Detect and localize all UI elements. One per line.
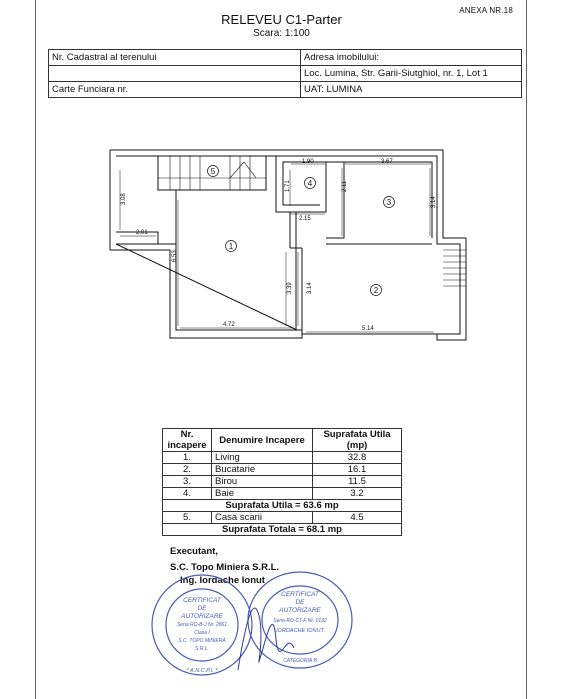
grand-total-row [163,524,402,536]
dim-3-08: 3.08 [121,193,127,205]
table-row [163,476,402,488]
stamp-right-bottom: CATEGORIA B [283,658,317,664]
table-row [163,464,402,476]
col-header-name: Denumire Incapere [212,429,313,452]
executor-engineer: Ing. Iordache Ionut [180,575,265,586]
row-name: Casa scarii [212,512,313,524]
stamp-right-line3: AUTORIZARE [279,607,321,614]
cadastral-label: Nr. Cadastral al terenului [49,50,301,66]
row-area: 3.2 [313,488,402,500]
row-nr: 3. [163,476,212,488]
row-area: 16.1 [313,464,402,476]
room-number-5: 5 [210,167,216,176]
row-area: 11.5 [313,476,402,488]
dim-5-14: 5.14 [362,326,374,332]
dim-3-67: 3.67 [381,159,393,165]
row-nr: 4. [163,488,212,500]
stamp-right-line2: DE [295,599,305,606]
table-row [163,452,402,464]
row-nr: 2. [163,464,212,476]
row-name: Bucatarie [212,464,313,476]
dim-1-90: 1.90 [302,159,314,165]
dim-2-11: 2.11 [342,180,348,192]
stamp-left-line3: AUTORIZARE [181,613,223,620]
dim-6-53: 6.53 [172,250,178,262]
row-name: Living [212,452,313,464]
col-nr-line2: incapere [167,440,207,451]
stamp-left-line7: S.R.L. [195,646,209,652]
official-stamps [150,560,370,690]
dim-4-72: 4.72 [223,322,235,328]
land-book-label: Carte Funciara nr. [49,82,301,98]
document-title: RELEVEU C1-Parter [221,12,342,27]
rooms-area-table [162,428,402,536]
stamp-left-line2: DE [197,605,207,612]
row-name: Baie [212,488,313,500]
row-nr: 1. [163,452,212,464]
executor-company: S.C. Topo Miniera S.R.L. [170,562,280,573]
dim-3-14-right: 3.14 [431,196,437,208]
stamp-left-line1: CERTIFICAT [183,597,221,604]
room-number-2: 2 [373,286,379,295]
dim-2-01: 2.01 [136,230,148,236]
stamp-left-line6: S.C. TOPO MINIERA [178,638,226,644]
address-value: Loc. Lumina, Str. Garii-Siutghiol, nr. 1, Lot 1 [301,66,522,82]
stamp-right-line5: IORDACHE IONUT [276,628,324,634]
dim-1-71: 1.71 [285,180,291,192]
col-area-line2: (mp) [346,440,368,451]
col-nr-line1: Nr. [180,429,194,440]
row-nr: 5. [163,512,212,524]
room-number-1: 1 [228,242,234,251]
stamp-right-line1: CERTIFICAT [281,591,319,598]
table-row [163,512,402,524]
table-row [163,488,402,500]
dim-2-15: 2.15 [299,216,311,222]
scale-label: Scara: 1:100 [253,28,310,39]
room-number-3: 3 [386,198,392,207]
annex-number: ANEXA NR.18 [459,6,513,15]
useful-total: Suprafata Utila = 63.6 mp [163,500,402,512]
useful-total-row [163,500,402,512]
room-number-4: 4 [307,179,313,188]
col-header-area [313,429,402,452]
stamp-left-bottom: * A.N.C.P.I. * [186,668,218,674]
row-area: 4.5 [313,512,402,524]
stamp-left-line4: Seria RO-B-J Nr. 2861 [176,622,228,628]
stamp-right-line4: Seria RO-CT-F Nr. 0132 [273,618,327,624]
row-area: 32.8 [313,452,402,464]
col-area-line1: Suprafata Utila [323,429,391,440]
uat-value: UAT: LUMINA [301,82,522,98]
col-header-nr [163,429,212,452]
stamp-left-line5: Clasa I [194,630,210,636]
row-name: Birou [212,476,313,488]
dim-3-14-center: 3.14 [307,282,313,294]
address-label: Adresa imobilului: [301,50,522,66]
dim-3-39: 3.39 [287,282,293,294]
grand-total: Suprafata Totala = 68.1 mp [163,524,402,536]
executor-label: Executant, [170,546,219,557]
